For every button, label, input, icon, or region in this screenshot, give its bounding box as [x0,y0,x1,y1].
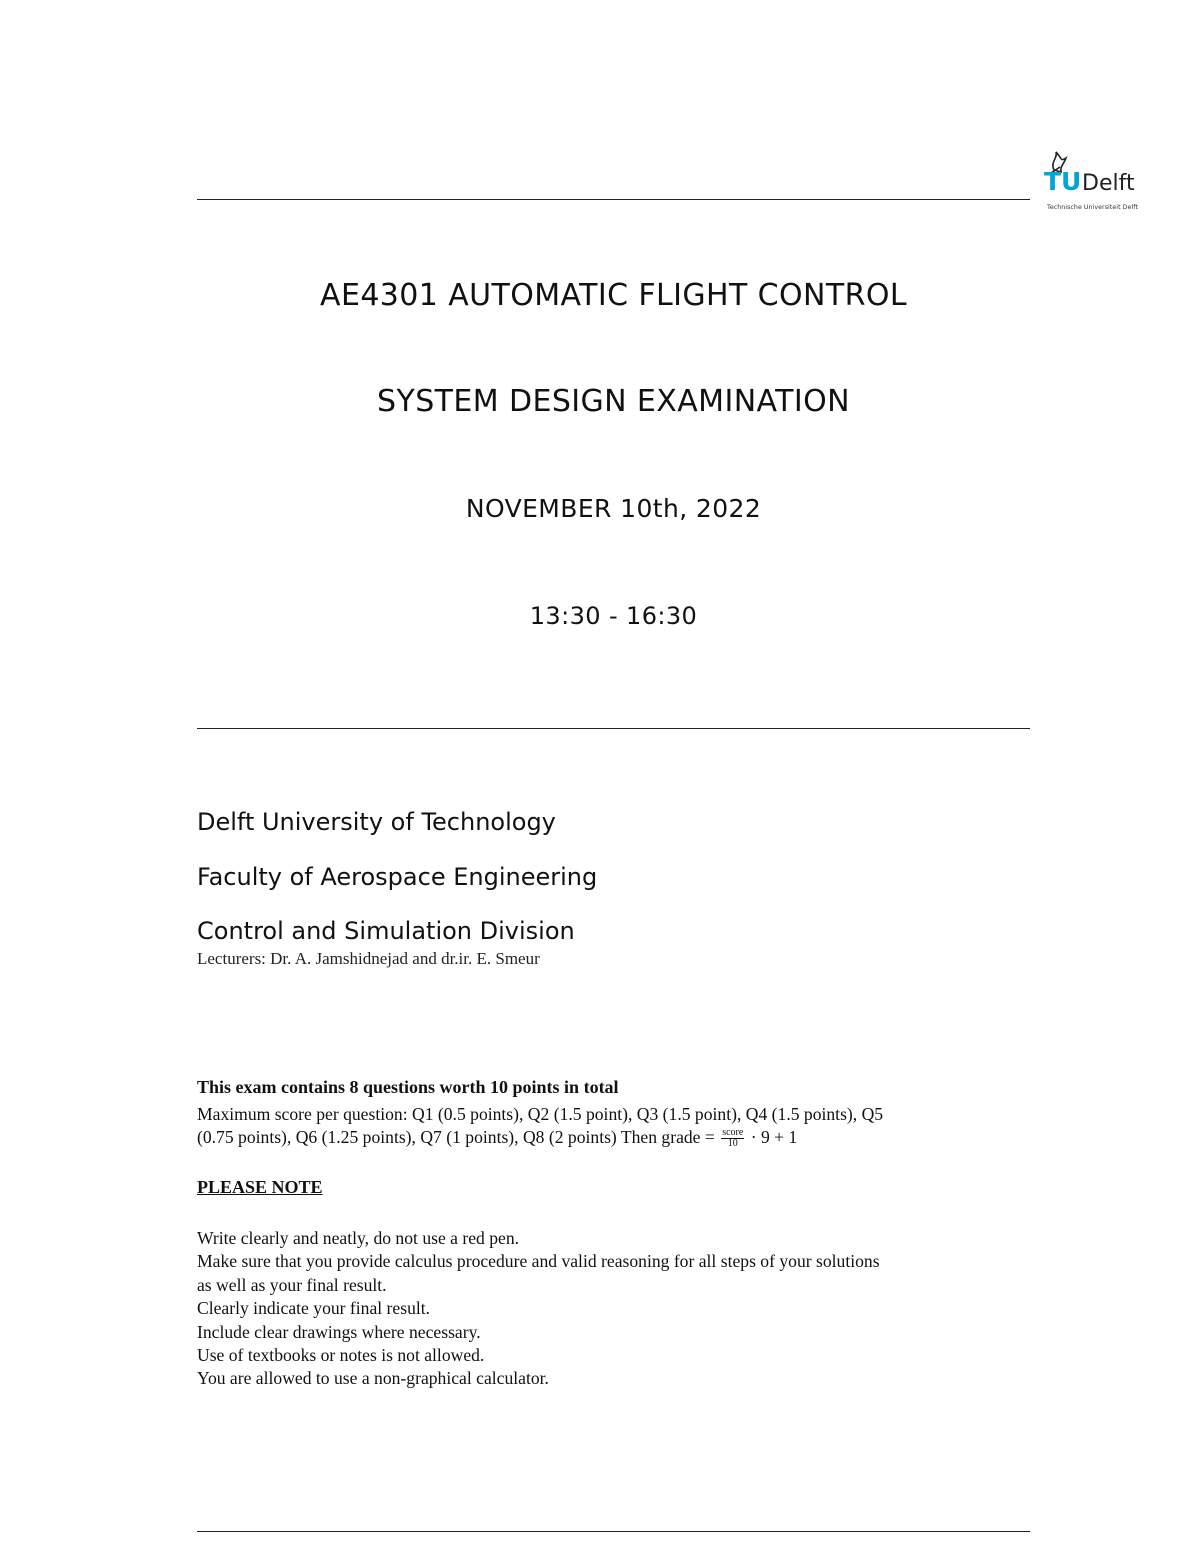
exam-rule: You are allowed to use a non-graphical calculator. [197,1368,549,1389]
please-note-heading: PLEASE NOTE [197,1177,323,1197]
exam-rule: Write clearly and neatly, do not use a red pen. [197,1228,520,1248]
grade-formula-tail: · 9 + 1 [750,1127,798,1147]
brand-tu: TU [1044,167,1082,196]
exam-rule: Clearly indicate your final result. [197,1298,431,1319]
faculty-name: Faculty of Aerospace Engineering [197,863,598,891]
exam-rule: Use of textbooks or notes is not allowed. [197,1345,485,1366]
exam-title: SYSTEM DESIGN EXAMINATION [377,384,850,419]
score-line-1: Maximum score per question: Q1 (0.5 points), Q2 (1.5 point), Q3 (1.5 point), Q4 (1.5 points), Q5 [197,1104,884,1124]
exam-date: NOVEMBER 10th, 2022 [465,494,762,523]
bottom-divider [197,1531,1030,1532]
tu-delft-logo [1040,150,1155,216]
exam-rule: Include clear drawings where necessary. [197,1321,481,1342]
lecturers: Lecturers: Dr. A. Jamshidnejad and dr.ir. E. Smeur [197,949,540,968]
exam-rule: as well as your final result. [197,1274,387,1295]
middle-divider [197,728,1030,729]
grade-denominator: 10 [727,1138,738,1150]
exam-time: 13:30 - 16:30 [529,602,698,630]
division-name: Control and Simulation Division [197,917,575,945]
score-line-2 [197,1127,797,1149]
score-line-2-text: (0.75 points), Q6 (1.25 points), Q7 (1 points), Q8 (2 points) Then grade = [197,1127,715,1147]
grade-numerator: score [722,1127,744,1139]
exam-rule: Make sure that you provide calculus procedure and valid reasoning for all steps of your solutions [197,1251,880,1272]
grade-fraction [721,1128,744,1149]
brand-delft: Delft [1082,171,1135,196]
exam-rules-list [197,1227,1030,1391]
logo-subtitle: Technische Universiteit Delft [1047,204,1138,211]
top-divider [197,199,1030,200]
university-name: Delft University of Technology [197,808,556,836]
exam-summary-heading: This exam contains 8 questions worth 10 points in total [197,1077,619,1097]
course-title: AE4301 AUTOMATIC FLIGHT CONTROL [320,278,907,313]
